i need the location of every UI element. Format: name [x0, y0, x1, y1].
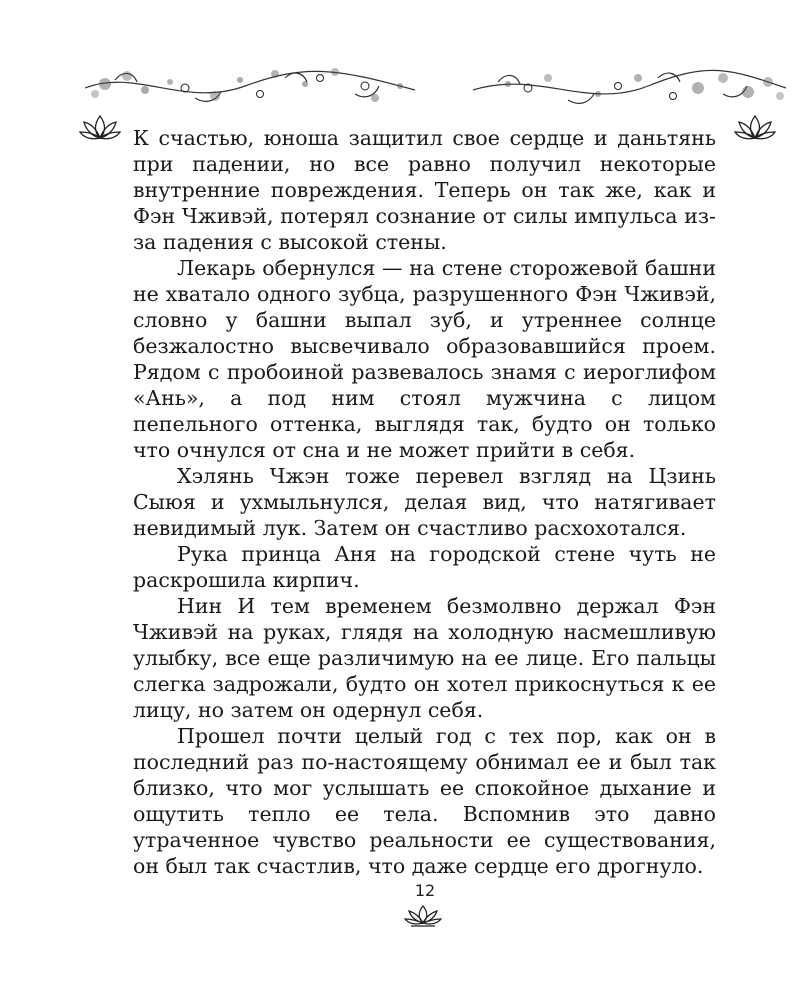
lotus-icon [733, 110, 777, 146]
paragraph: Рука принца Аня на городской стене чуть не раскрошила кирпич. [133, 542, 716, 592]
floral-vine-icon [75, 58, 420, 118]
paragraph: Лекарь обернулся — на стене сторожевой башни не хватало одного зубца, разрушенного Фэн Чживэй, словно у башни выпал зуб, и утреннее солнце безжалостно высвечивало образовавшийся проем. Рядом с пробоиной развевалось знамя с иероглифом «Ань», а под ним стоял мужчина с лицом пепельного оттенка, выглядя так, будто он только что очнулся от сна и не может прийти в себя. [133, 256, 716, 462]
paragraph: Нин И тем временем безмолвно держал Фэн Чживэй на руках, глядя на холодную насмешливую улыбку, все еще различимую на ее лице. Его пальцы слегка задрожали, будто он хотел прикоснуться к ее лицу, но затем он одернул себя. [133, 594, 716, 722]
floral-vine-icon [468, 58, 790, 118]
paragraph: К счастью, юноша защитил свое сердце и даньтянь при падении, но все равно получил некоторые внутренние повреждения. Теперь он так же, как и Фэн Чживэй, потерял сознание от силы импульса из-за падения с высокой стены. [133, 126, 716, 254]
page-body-text [133, 125, 716, 879]
paragraph: Прошел почти целый год с тех пор, как он в последний раз по-настоящему обнимал ее и был так близко, что мог услышать ее спокойное дыхание и ощутить тепло ее тела. Вспомнив это давно утраченное чувство реальности ее существования, он был так счастлив, что даже сердце его дрогнуло. [133, 724, 716, 878]
paragraph: Хэлянь Чжэн тоже перевел взгляд на Цзинь Сыюя и ухмыльнулся, делая вид, что натягивает невидимый лук. Затем он счастливо расхохотался. [133, 464, 716, 540]
lotus-icon [403, 903, 443, 929]
page-number: 12 [414, 881, 436, 900]
lotus-icon [78, 110, 122, 146]
